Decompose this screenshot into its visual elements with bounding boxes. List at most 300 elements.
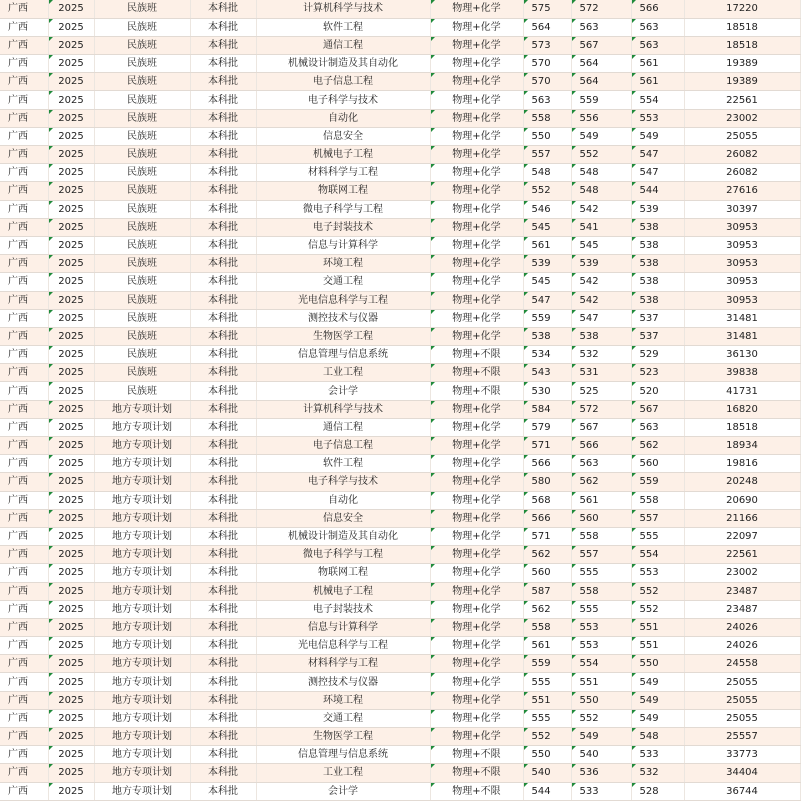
table-row xyxy=(0,55,800,73)
batch-cell: 本科批 xyxy=(190,527,256,545)
table-row xyxy=(0,473,800,491)
max-score-cell: 550 xyxy=(523,746,571,764)
subject-requirement-cell: 物理+化学 xyxy=(430,527,523,545)
province-cell: 广西 xyxy=(0,455,48,473)
min-rank-cell: 30953 xyxy=(684,291,800,309)
plan-type-cell: 民族班 xyxy=(94,255,190,273)
max-score-cell: 555 xyxy=(523,709,571,727)
min-score-cell: 532 xyxy=(631,764,684,782)
min-score-cell: 537 xyxy=(631,327,684,345)
province-cell: 广西 xyxy=(0,509,48,527)
province-cell: 广西 xyxy=(0,618,48,636)
province-cell: 广西 xyxy=(0,473,48,491)
plan-type-cell: 民族班 xyxy=(94,18,190,36)
avg-score-cell: 548 xyxy=(571,182,631,200)
subject-requirement-cell: 物理+化学 xyxy=(430,0,523,18)
year-cell: 2025 xyxy=(48,746,94,764)
year-cell: 2025 xyxy=(48,655,94,673)
year-cell: 2025 xyxy=(48,182,94,200)
year-cell: 2025 xyxy=(48,564,94,582)
major-cell: 微电子科学与工程 xyxy=(256,546,430,564)
year-cell: 2025 xyxy=(48,309,94,327)
province-cell: 广西 xyxy=(0,546,48,564)
year-cell: 2025 xyxy=(48,18,94,36)
plan-type-cell: 地方专项计划 xyxy=(94,728,190,746)
min-score-cell: 561 xyxy=(631,73,684,91)
subject-requirement-cell: 物理+不限 xyxy=(430,346,523,364)
subject-requirement-cell: 物理+化学 xyxy=(430,418,523,436)
year-cell: 2025 xyxy=(48,0,94,18)
subject-requirement-cell: 物理+化学 xyxy=(430,309,523,327)
min-score-cell: 566 xyxy=(631,0,684,18)
year-cell: 2025 xyxy=(48,36,94,54)
province-cell: 广西 xyxy=(0,582,48,600)
year-cell: 2025 xyxy=(48,491,94,509)
year-cell: 2025 xyxy=(48,291,94,309)
batch-cell: 本科批 xyxy=(190,637,256,655)
min-score-cell: 538 xyxy=(631,291,684,309)
avg-score-cell: 558 xyxy=(571,582,631,600)
min-rank-cell: 22561 xyxy=(684,91,800,109)
major-cell: 自动化 xyxy=(256,491,430,509)
min-rank-cell: 23487 xyxy=(684,582,800,600)
major-cell: 工业工程 xyxy=(256,764,430,782)
table-row xyxy=(0,491,800,509)
max-score-cell: 552 xyxy=(523,182,571,200)
min-score-cell: 557 xyxy=(631,509,684,527)
batch-cell: 本科批 xyxy=(190,200,256,218)
avg-score-cell: 559 xyxy=(571,91,631,109)
table-row xyxy=(0,709,800,727)
subject-requirement-cell: 物理+不限 xyxy=(430,746,523,764)
avg-score-cell: 572 xyxy=(571,0,631,18)
batch-cell: 本科批 xyxy=(190,309,256,327)
major-cell: 微电子科学与工程 xyxy=(256,200,430,218)
major-cell: 光电信息科学与工程 xyxy=(256,291,430,309)
batch-cell: 本科批 xyxy=(190,327,256,345)
min-rank-cell: 18518 xyxy=(684,18,800,36)
min-score-cell: 551 xyxy=(631,618,684,636)
major-cell: 交通工程 xyxy=(256,709,430,727)
batch-cell: 本科批 xyxy=(190,346,256,364)
min-rank-cell: 18934 xyxy=(684,437,800,455)
batch-cell: 本科批 xyxy=(190,655,256,673)
avg-score-cell: 563 xyxy=(571,18,631,36)
subject-requirement-cell: 物理+化学 xyxy=(430,182,523,200)
major-cell: 电子科学与技术 xyxy=(256,91,430,109)
subject-requirement-cell: 物理+化学 xyxy=(430,437,523,455)
plan-type-cell: 民族班 xyxy=(94,236,190,254)
major-cell: 通信工程 xyxy=(256,36,430,54)
min-score-cell: 563 xyxy=(631,418,684,436)
table-row xyxy=(0,382,800,400)
min-rank-cell: 30953 xyxy=(684,255,800,273)
major-cell: 电子封装技术 xyxy=(256,218,430,236)
major-cell: 测控技术与仪器 xyxy=(256,673,430,691)
plan-type-cell: 地方专项计划 xyxy=(94,691,190,709)
province-cell: 广西 xyxy=(0,764,48,782)
avg-score-cell: 560 xyxy=(571,509,631,527)
table-row xyxy=(0,437,800,455)
year-cell: 2025 xyxy=(48,600,94,618)
max-score-cell: 562 xyxy=(523,546,571,564)
min-score-cell: 549 xyxy=(631,709,684,727)
min-score-cell: 548 xyxy=(631,728,684,746)
year-cell: 2025 xyxy=(48,236,94,254)
table-row xyxy=(0,309,800,327)
min-rank-cell: 23487 xyxy=(684,600,800,618)
province-cell: 广西 xyxy=(0,18,48,36)
batch-cell: 本科批 xyxy=(190,91,256,109)
avg-score-cell: 551 xyxy=(571,673,631,691)
subject-requirement-cell: 物理+化学 xyxy=(430,728,523,746)
min-score-cell: 560 xyxy=(631,455,684,473)
avg-score-cell: 549 xyxy=(571,728,631,746)
max-score-cell: 570 xyxy=(523,55,571,73)
min-score-cell: 529 xyxy=(631,346,684,364)
table-row xyxy=(0,764,800,782)
province-cell: 广西 xyxy=(0,491,48,509)
min-score-cell: 528 xyxy=(631,782,684,800)
min-score-cell: 520 xyxy=(631,382,684,400)
year-cell: 2025 xyxy=(48,673,94,691)
min-rank-cell: 16820 xyxy=(684,400,800,418)
min-rank-cell: 18518 xyxy=(684,36,800,54)
table-row xyxy=(0,273,800,291)
min-rank-cell: 22097 xyxy=(684,527,800,545)
batch-cell: 本科批 xyxy=(190,509,256,527)
plan-type-cell: 地方专项计划 xyxy=(94,709,190,727)
batch-cell: 本科批 xyxy=(190,673,256,691)
subject-requirement-cell: 物理+化学 xyxy=(430,673,523,691)
plan-type-cell: 地方专项计划 xyxy=(94,400,190,418)
year-cell: 2025 xyxy=(48,437,94,455)
min-rank-cell: 30953 xyxy=(684,218,800,236)
min-rank-cell: 18518 xyxy=(684,418,800,436)
province-cell: 广西 xyxy=(0,655,48,673)
province-cell: 广西 xyxy=(0,437,48,455)
max-score-cell: 548 xyxy=(523,164,571,182)
batch-cell: 本科批 xyxy=(190,564,256,582)
table-row xyxy=(0,346,800,364)
min-score-cell: 550 xyxy=(631,655,684,673)
subject-requirement-cell: 物理+化学 xyxy=(430,273,523,291)
avg-score-cell: 567 xyxy=(571,418,631,436)
major-cell: 物联网工程 xyxy=(256,564,430,582)
major-cell: 机械电子工程 xyxy=(256,582,430,600)
min-rank-cell: 22561 xyxy=(684,546,800,564)
avg-score-cell: 536 xyxy=(571,764,631,782)
min-score-cell: 552 xyxy=(631,600,684,618)
min-score-cell: 549 xyxy=(631,127,684,145)
plan-type-cell: 民族班 xyxy=(94,164,190,182)
avg-score-cell: 564 xyxy=(571,73,631,91)
plan-type-cell: 地方专项计划 xyxy=(94,582,190,600)
province-cell: 广西 xyxy=(0,255,48,273)
table-row xyxy=(0,327,800,345)
year-cell: 2025 xyxy=(48,509,94,527)
major-cell: 电子科学与技术 xyxy=(256,473,430,491)
min-score-cell: 563 xyxy=(631,36,684,54)
province-cell: 广西 xyxy=(0,527,48,545)
major-cell: 电子信息工程 xyxy=(256,437,430,455)
table-row xyxy=(0,400,800,418)
avg-score-cell: 555 xyxy=(571,564,631,582)
max-score-cell: 545 xyxy=(523,218,571,236)
major-cell: 信息与计算科学 xyxy=(256,236,430,254)
table-row xyxy=(0,546,800,564)
avg-score-cell: 549 xyxy=(571,127,631,145)
avg-score-cell: 554 xyxy=(571,655,631,673)
min-rank-cell: 19816 xyxy=(684,455,800,473)
plan-type-cell: 民族班 xyxy=(94,55,190,73)
max-score-cell: 539 xyxy=(523,255,571,273)
table-row xyxy=(0,527,800,545)
province-cell: 广西 xyxy=(0,364,48,382)
province-cell: 广西 xyxy=(0,91,48,109)
major-cell: 材料科学与工程 xyxy=(256,164,430,182)
max-score-cell: 587 xyxy=(523,582,571,600)
subject-requirement-cell: 物理+化学 xyxy=(430,691,523,709)
plan-type-cell: 民族班 xyxy=(94,109,190,127)
table-row xyxy=(0,418,800,436)
batch-cell: 本科批 xyxy=(190,164,256,182)
max-score-cell: 571 xyxy=(523,437,571,455)
batch-cell: 本科批 xyxy=(190,691,256,709)
max-score-cell: 560 xyxy=(523,564,571,582)
year-cell: 2025 xyxy=(48,109,94,127)
batch-cell: 本科批 xyxy=(190,400,256,418)
min-score-cell: 554 xyxy=(631,91,684,109)
avg-score-cell: 567 xyxy=(571,36,631,54)
table-row xyxy=(0,127,800,145)
max-score-cell: 563 xyxy=(523,91,571,109)
avg-score-cell: 542 xyxy=(571,200,631,218)
avg-score-cell: 558 xyxy=(571,527,631,545)
avg-score-cell: 555 xyxy=(571,600,631,618)
major-cell: 会计学 xyxy=(256,382,430,400)
table-row xyxy=(0,18,800,36)
major-cell: 软件工程 xyxy=(256,18,430,36)
max-score-cell: 546 xyxy=(523,200,571,218)
batch-cell: 本科批 xyxy=(190,182,256,200)
avg-score-cell: 531 xyxy=(571,364,631,382)
province-cell: 广西 xyxy=(0,109,48,127)
province-cell: 广西 xyxy=(0,291,48,309)
max-score-cell: 547 xyxy=(523,291,571,309)
avg-score-cell: 552 xyxy=(571,709,631,727)
year-cell: 2025 xyxy=(48,473,94,491)
batch-cell: 本科批 xyxy=(190,146,256,164)
min-score-cell: 538 xyxy=(631,273,684,291)
min-rank-cell: 21166 xyxy=(684,509,800,527)
min-score-cell: 555 xyxy=(631,527,684,545)
min-rank-cell: 31481 xyxy=(684,327,800,345)
avg-score-cell: 557 xyxy=(571,546,631,564)
table-row xyxy=(0,182,800,200)
min-score-cell: 533 xyxy=(631,746,684,764)
major-cell: 生物医学工程 xyxy=(256,728,430,746)
province-cell: 广西 xyxy=(0,782,48,800)
major-cell: 工业工程 xyxy=(256,364,430,382)
subject-requirement-cell: 物理+化学 xyxy=(430,236,523,254)
province-cell: 广西 xyxy=(0,728,48,746)
subject-requirement-cell: 物理+化学 xyxy=(430,491,523,509)
max-score-cell: 570 xyxy=(523,73,571,91)
year-cell: 2025 xyxy=(48,200,94,218)
batch-cell: 本科批 xyxy=(190,273,256,291)
batch-cell: 本科批 xyxy=(190,55,256,73)
subject-requirement-cell: 物理+不限 xyxy=(430,382,523,400)
batch-cell: 本科批 xyxy=(190,18,256,36)
province-cell: 广西 xyxy=(0,709,48,727)
min-score-cell: 549 xyxy=(631,673,684,691)
avg-score-cell: 540 xyxy=(571,746,631,764)
min-rank-cell: 39838 xyxy=(684,364,800,382)
batch-cell: 本科批 xyxy=(190,109,256,127)
batch-cell: 本科批 xyxy=(190,764,256,782)
max-score-cell: 561 xyxy=(523,236,571,254)
plan-type-cell: 地方专项计划 xyxy=(94,509,190,527)
min-score-cell: 553 xyxy=(631,109,684,127)
table-row xyxy=(0,73,800,91)
major-cell: 软件工程 xyxy=(256,455,430,473)
year-cell: 2025 xyxy=(48,782,94,800)
max-score-cell: 557 xyxy=(523,146,571,164)
avg-score-cell: 556 xyxy=(571,109,631,127)
plan-type-cell: 民族班 xyxy=(94,127,190,145)
table-row xyxy=(0,109,800,127)
max-score-cell: 550 xyxy=(523,127,571,145)
plan-type-cell: 地方专项计划 xyxy=(94,673,190,691)
min-score-cell: 549 xyxy=(631,691,684,709)
min-rank-cell: 34404 xyxy=(684,764,800,782)
min-rank-cell: 36744 xyxy=(684,782,800,800)
subject-requirement-cell: 物理+化学 xyxy=(430,127,523,145)
subject-requirement-cell: 物理+化学 xyxy=(430,18,523,36)
batch-cell: 本科批 xyxy=(190,0,256,18)
min-rank-cell: 23002 xyxy=(684,564,800,582)
min-score-cell: 552 xyxy=(631,582,684,600)
year-cell: 2025 xyxy=(48,709,94,727)
major-cell: 计算机科学与技术 xyxy=(256,0,430,18)
province-cell: 广西 xyxy=(0,382,48,400)
avg-score-cell: 532 xyxy=(571,346,631,364)
min-rank-cell: 31481 xyxy=(684,309,800,327)
plan-type-cell: 地方专项计划 xyxy=(94,418,190,436)
min-score-cell: 523 xyxy=(631,364,684,382)
min-score-cell: 551 xyxy=(631,637,684,655)
table-row xyxy=(0,509,800,527)
max-score-cell: 571 xyxy=(523,527,571,545)
province-cell: 广西 xyxy=(0,600,48,618)
subject-requirement-cell: 物理+化学 xyxy=(430,709,523,727)
province-cell: 广西 xyxy=(0,418,48,436)
batch-cell: 本科批 xyxy=(190,582,256,600)
subject-requirement-cell: 物理+化学 xyxy=(430,400,523,418)
major-cell: 测控技术与仪器 xyxy=(256,309,430,327)
plan-type-cell: 地方专项计划 xyxy=(94,564,190,582)
max-score-cell: 564 xyxy=(523,18,571,36)
subject-requirement-cell: 物理+化学 xyxy=(430,564,523,582)
min-rank-cell: 26082 xyxy=(684,164,800,182)
major-cell: 信息安全 xyxy=(256,127,430,145)
table-row xyxy=(0,600,800,618)
province-cell: 广西 xyxy=(0,73,48,91)
batch-cell: 本科批 xyxy=(190,255,256,273)
batch-cell: 本科批 xyxy=(190,382,256,400)
min-rank-cell: 41731 xyxy=(684,382,800,400)
table-row xyxy=(0,236,800,254)
max-score-cell: 558 xyxy=(523,618,571,636)
max-score-cell: 538 xyxy=(523,327,571,345)
batch-cell: 本科批 xyxy=(190,473,256,491)
major-cell: 生物医学工程 xyxy=(256,327,430,345)
table-row xyxy=(0,218,800,236)
min-rank-cell: 23002 xyxy=(684,109,800,127)
major-cell: 会计学 xyxy=(256,782,430,800)
subject-requirement-cell: 物理+化学 xyxy=(430,200,523,218)
table-row xyxy=(0,564,800,582)
batch-cell: 本科批 xyxy=(190,746,256,764)
plan-type-cell: 地方专项计划 xyxy=(94,491,190,509)
table-row xyxy=(0,146,800,164)
plan-type-cell: 民族班 xyxy=(94,182,190,200)
avg-score-cell: 552 xyxy=(571,146,631,164)
plan-type-cell: 地方专项计划 xyxy=(94,527,190,545)
subject-requirement-cell: 物理+化学 xyxy=(430,618,523,636)
min-score-cell: 554 xyxy=(631,546,684,564)
year-cell: 2025 xyxy=(48,164,94,182)
province-cell: 广西 xyxy=(0,200,48,218)
plan-type-cell: 民族班 xyxy=(94,91,190,109)
major-cell: 通信工程 xyxy=(256,418,430,436)
avg-score-cell: 550 xyxy=(571,691,631,709)
max-score-cell: 584 xyxy=(523,400,571,418)
year-cell: 2025 xyxy=(48,764,94,782)
plan-type-cell: 民族班 xyxy=(94,346,190,364)
major-cell: 信息管理与信息系统 xyxy=(256,346,430,364)
min-rank-cell: 27616 xyxy=(684,182,800,200)
batch-cell: 本科批 xyxy=(190,364,256,382)
table-row xyxy=(0,364,800,382)
table-row xyxy=(0,728,800,746)
major-cell: 机械电子工程 xyxy=(256,146,430,164)
table-row xyxy=(0,691,800,709)
min-score-cell: 553 xyxy=(631,564,684,582)
batch-cell: 本科批 xyxy=(190,782,256,800)
table-row xyxy=(0,655,800,673)
min-rank-cell: 24026 xyxy=(684,618,800,636)
province-cell: 广西 xyxy=(0,146,48,164)
major-cell: 计算机科学与技术 xyxy=(256,400,430,418)
plan-type-cell: 民族班 xyxy=(94,200,190,218)
plan-type-cell: 地方专项计划 xyxy=(94,782,190,800)
major-cell: 物联网工程 xyxy=(256,182,430,200)
max-score-cell: 552 xyxy=(523,728,571,746)
min-score-cell: 547 xyxy=(631,164,684,182)
avg-score-cell: 525 xyxy=(571,382,631,400)
year-cell: 2025 xyxy=(48,728,94,746)
year-cell: 2025 xyxy=(48,91,94,109)
plan-type-cell: 地方专项计划 xyxy=(94,600,190,618)
major-cell: 机械设计制造及其自动化 xyxy=(256,527,430,545)
min-rank-cell: 25557 xyxy=(684,728,800,746)
major-cell: 光电信息科学与工程 xyxy=(256,637,430,655)
plan-type-cell: 地方专项计划 xyxy=(94,437,190,455)
table-row xyxy=(0,673,800,691)
batch-cell: 本科批 xyxy=(190,236,256,254)
